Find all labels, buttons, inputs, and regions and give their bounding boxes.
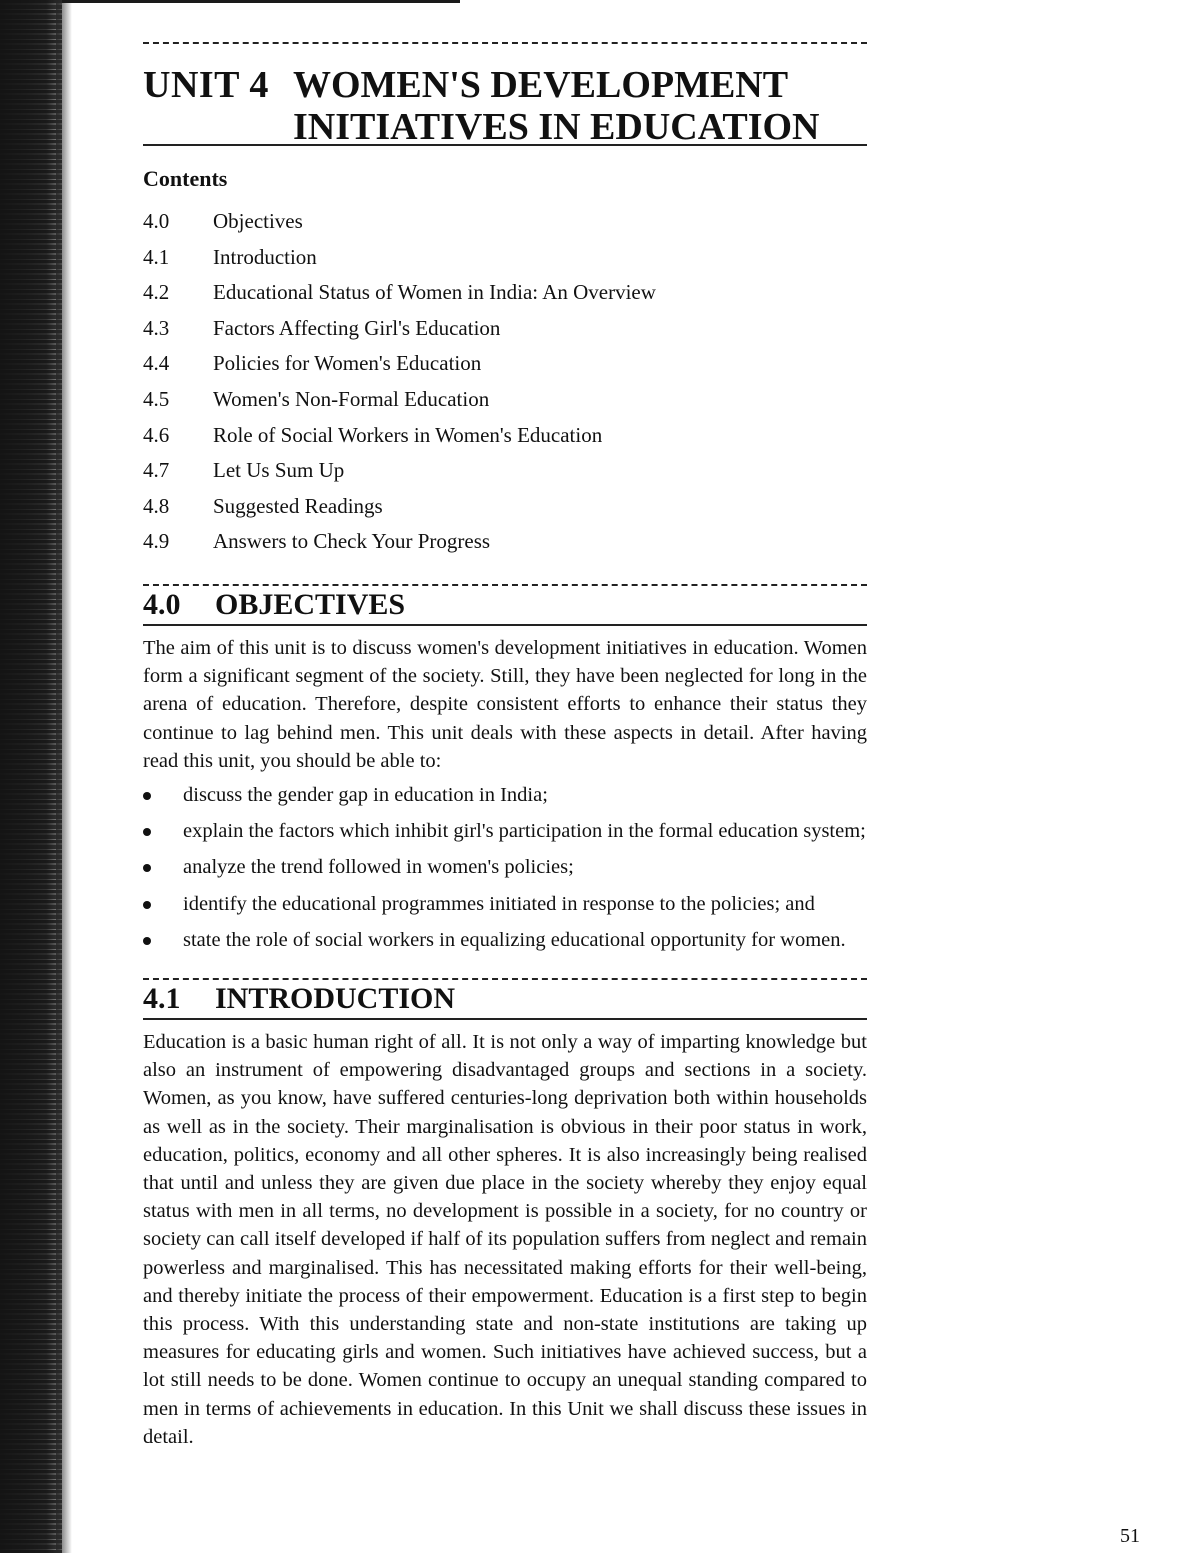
page-number: 51 bbox=[1120, 1525, 1140, 1547]
toc-item-title: Suggested Readings bbox=[213, 493, 383, 518]
list-item-text: identify the educational programmes initiated in response to the policies; and bbox=[183, 892, 815, 915]
bullet-icon bbox=[143, 792, 151, 800]
introduction-heading: INTRODUCTION bbox=[215, 981, 456, 1015]
top-rule bbox=[62, 0, 460, 3]
toc-item-number: 4.9 bbox=[143, 529, 170, 554]
toc-item-number: 4.7 bbox=[143, 458, 170, 483]
objectives-number: 4.0 bbox=[143, 587, 181, 621]
introduction-number: 4.1 bbox=[143, 981, 181, 1015]
toc-item[interactable] bbox=[143, 240, 867, 276]
objectives-heading: OBJECTIVES bbox=[215, 587, 406, 621]
bullet-icon bbox=[143, 937, 151, 945]
toc-item-title: Women's Non-Formal Education bbox=[213, 386, 490, 411]
objectives-paragraph: The aim of this unit is to discuss women's development initiatives in education. Women form a significant segment of the society. Still, they have been neglected for long in the arena of education. Therefore, despite consistent efforts to enhance their status they continue to lag behind men. This unit deals with these aspects in detail. After having read this unit, you should be able to: bbox=[143, 636, 867, 772]
bullet-icon bbox=[143, 901, 151, 909]
contents-label: Contents bbox=[143, 166, 228, 191]
toc-item[interactable] bbox=[143, 275, 867, 311]
toc-item-title: Role of Social Workers in Women's Education bbox=[213, 422, 603, 447]
bullet-icon bbox=[143, 864, 151, 872]
toc-item-title: Let Us Sum Up bbox=[213, 458, 345, 483]
list-item bbox=[143, 890, 867, 918]
unit-header bbox=[143, 50, 867, 148]
list-item-text: discuss the gender gap in education in India; bbox=[183, 783, 548, 806]
toc-item[interactable] bbox=[143, 524, 867, 560]
unit-title: WOMEN'S DEVELOPMENT INITIATIVES IN EDUCATION bbox=[293, 64, 820, 148]
toc-item-title: Educational Status of Women in India: An Overview bbox=[213, 280, 656, 305]
toc-item-number: 4.8 bbox=[143, 493, 170, 518]
toc-item-title: Answers to Check Your Progress bbox=[213, 529, 491, 554]
toc-item-title: Introduction bbox=[213, 244, 317, 269]
toc-item[interactable] bbox=[143, 204, 867, 240]
toc-item-number: 4.3 bbox=[143, 315, 170, 340]
unit-top-rule bbox=[143, 42, 867, 44]
table-of-contents bbox=[143, 204, 867, 560]
toc-item[interactable] bbox=[143, 489, 867, 525]
list-item bbox=[143, 781, 867, 809]
introduction-paragraph: Education is a basic human right of all. It is not only a way of imparting knowledge but also an instrument of empowering disadvantaged groups and sections in a society. Women, as you know, have suffered centuries-long deprivation both within households as well as in the society. Their marginalisation is obvious in their poor status in work, education, politics, economy and all other spheres. It is also increasingly being realised that until and unless they are given due place in the society whereby they enjoy equal status with men in all terms, no development is possible in a society, for no country or society can call itself developed if half of its population suffers from neglect and remain powerless and marginalised. This has necessitated making efforts for their well-being, and thereby initiate the process of their empowerment. Education is a first step to begin this process. With this understanding state and non-state institutions are taking up measures for educating girls and women. Such initiatives have achieved success, but a lot still needs to be done. Women continue to occupy an unequal standing compared to men in terms of achievements in education. In this Unit we shall discuss these issues in detail. bbox=[143, 1030, 867, 1448]
list-item-text: explain the factors which inhibit girl's participation in the formal education system; bbox=[183, 820, 866, 843]
toc-item-title: Factors Affecting Girl's Education bbox=[213, 315, 501, 340]
toc-item-number: 4.4 bbox=[143, 351, 170, 376]
toc-item-number: 4.0 bbox=[143, 209, 170, 233]
list-item-text: analyze the trend followed in women's policies; bbox=[183, 856, 574, 879]
toc-item-title: Policies for Women's Education bbox=[213, 351, 482, 376]
unit-label: UNIT 4 bbox=[143, 64, 269, 106]
list-item-text: state the role of social workers in equalizing educational opportunity for women. bbox=[183, 928, 846, 951]
toc-item[interactable] bbox=[143, 382, 867, 418]
toc-item-number: 4.2 bbox=[143, 280, 170, 305]
toc-item-title: Objectives bbox=[213, 209, 303, 233]
bullet-icon bbox=[143, 828, 151, 836]
objectives-list bbox=[143, 781, 867, 954]
toc-item-number: 4.1 bbox=[143, 244, 170, 269]
document-page bbox=[143, 42, 867, 1451]
introduction-section-header bbox=[143, 978, 867, 1020]
toc-item[interactable] bbox=[143, 418, 867, 454]
objectives-section-header bbox=[143, 584, 867, 626]
list-item bbox=[143, 817, 867, 845]
list-item bbox=[143, 853, 867, 881]
toc-item-number: 4.6 bbox=[143, 422, 170, 447]
list-item bbox=[143, 926, 867, 954]
toc-item-number: 4.5 bbox=[143, 386, 170, 411]
toc-item[interactable] bbox=[143, 346, 867, 382]
scanned-page-edge bbox=[0, 0, 62, 1553]
toc-item[interactable] bbox=[143, 453, 867, 489]
toc-item[interactable] bbox=[143, 311, 867, 347]
